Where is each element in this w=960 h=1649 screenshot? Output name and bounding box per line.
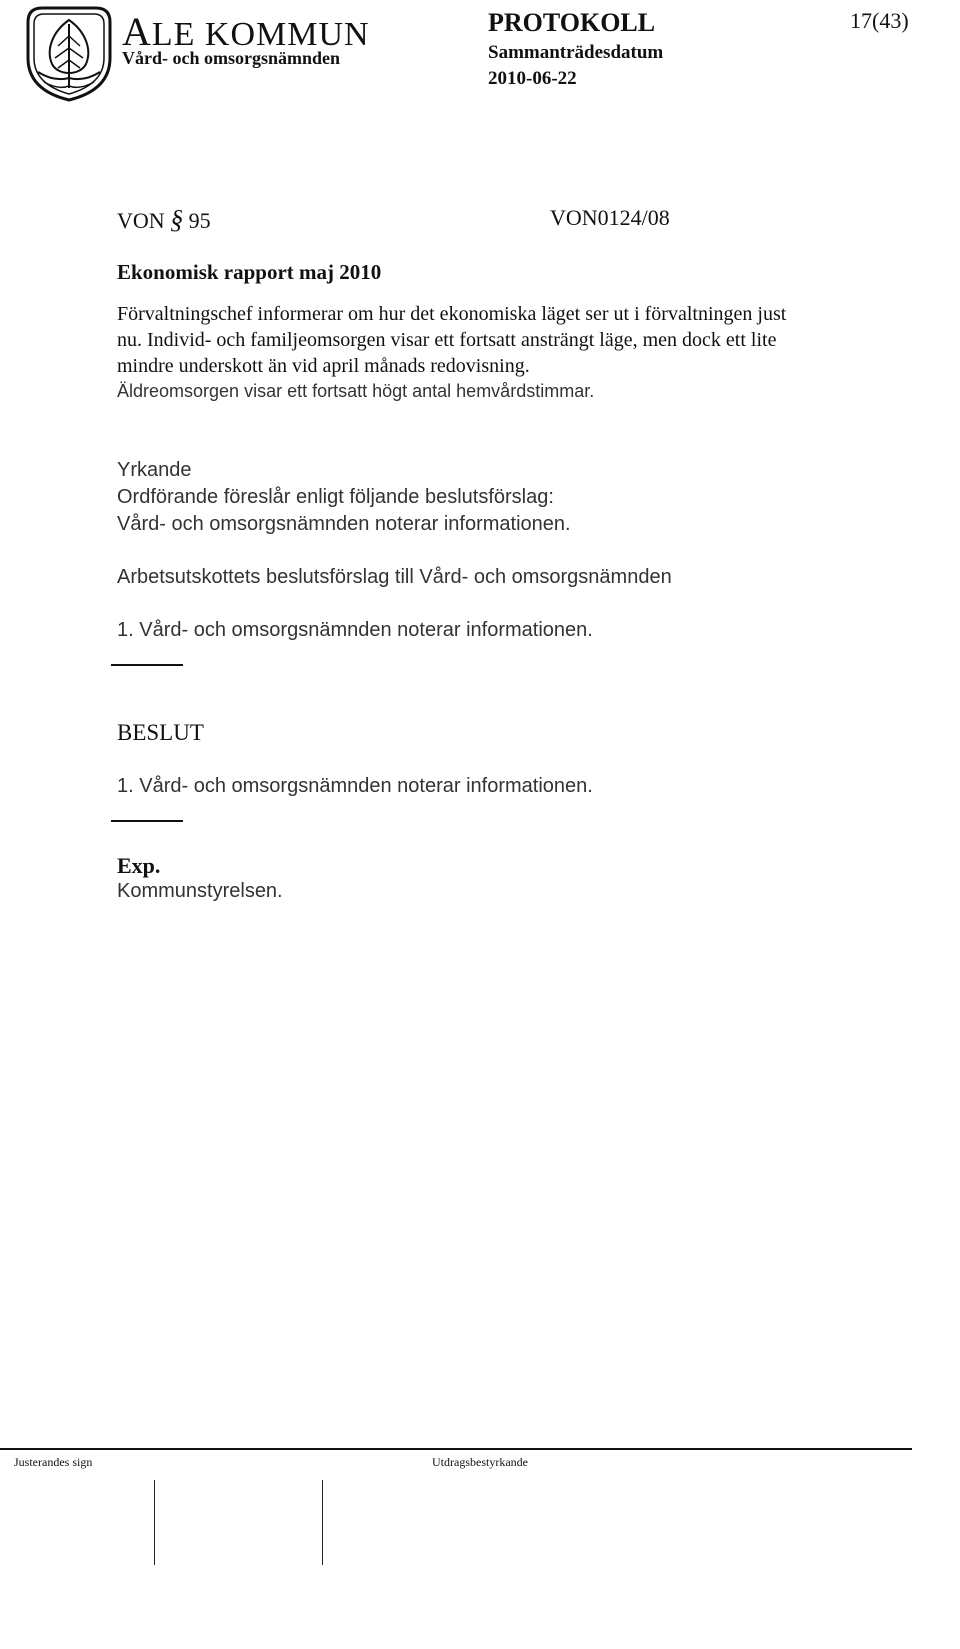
body-line-2: nu. Individ- och familjeomsorgen visar ett fortsatt ansträngt läge, men dock ett lite xyxy=(117,329,777,351)
au-heading: Arbetsutskottets beslutsförslag till Vård- och omsorgsnämnden xyxy=(117,566,672,588)
body-line-4: Äldreomsorgen visar ett fortsatt högt antal hemvårdstimmar. xyxy=(117,381,595,401)
yrkande-decision: Vård- och omsorgsnämnden noterar informationen. xyxy=(117,513,571,535)
von-prefix: VON xyxy=(117,208,165,233)
document-title: PROTOKOLL xyxy=(488,8,656,37)
beslut-item: 1. Vård- och omsorgsnämnden noterar informationen. xyxy=(117,775,593,797)
footer-rule xyxy=(0,1448,912,1450)
body-line-3: mindre underskott än vid april månads redovisning. xyxy=(117,355,530,377)
utdragsbestyrkande-label: Utdragsbestyrkande xyxy=(432,1455,528,1469)
expedition-label: Exp. xyxy=(117,853,161,878)
au-proposal-item: 1. Vård- och omsorgsnämnden noterar informationen. xyxy=(117,619,593,641)
separator-rule xyxy=(111,820,183,822)
signature-box-divider xyxy=(322,1480,323,1565)
signature-box-divider xyxy=(154,1480,155,1565)
expedition-recipient: Kommunstyrelsen. xyxy=(117,880,283,902)
org-name-rest: LE KOMMUN xyxy=(151,16,370,53)
yrkande-proposal: Ordförande föreslår enligt följande beslutsförslag: xyxy=(117,486,554,508)
municipality-logo xyxy=(22,2,116,102)
meeting-date-value: 2010-06-22 xyxy=(488,68,577,89)
case-heading: Ekonomisk rapport maj 2010 xyxy=(117,260,382,284)
paragraph-number: 95 xyxy=(188,208,211,233)
paragraph-reference xyxy=(117,205,211,235)
org-subtitle: Vård- och omsorgsnämnden xyxy=(122,48,341,68)
beslut-heading: BESLUT xyxy=(117,720,204,745)
yrkande-heading: Yrkande xyxy=(117,459,192,481)
diary-number: VON0124/08 xyxy=(550,205,670,230)
paragraph-symbol: § xyxy=(170,205,184,234)
meeting-date-label: Sammanträdesdatum xyxy=(488,42,664,63)
org-name-initial: A xyxy=(122,9,152,54)
separator-rule xyxy=(111,664,183,666)
justerandes-sign-label: Justerandes sign xyxy=(14,1455,93,1469)
page-number: 17(43) xyxy=(850,8,909,33)
body-line-1: Förvaltningschef informerar om hur det ekonomiska läget ser ut i förvaltningen just xyxy=(117,303,787,325)
